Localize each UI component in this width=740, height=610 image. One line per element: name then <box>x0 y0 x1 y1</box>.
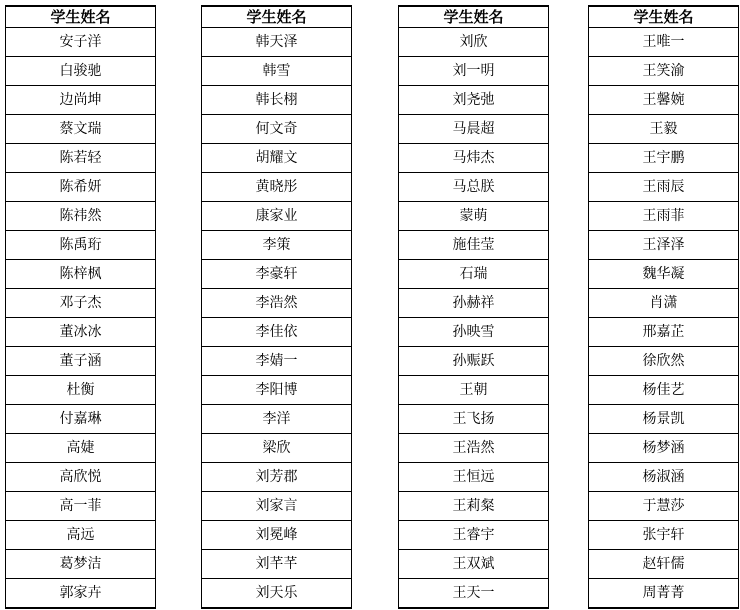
student-name-cell[interactable]: 高一菲 <box>6 492 156 521</box>
table-row <box>589 231 739 260</box>
student-name-cell[interactable]: 于慧莎 <box>589 492 739 521</box>
header-row <box>399 6 549 28</box>
student-name-cell[interactable]: 刘芊芊 <box>202 550 352 579</box>
table-row <box>399 376 549 405</box>
table-row <box>202 144 352 173</box>
student-name-cell[interactable]: 李浩然 <box>202 289 352 318</box>
student-name-cell[interactable]: 杨佳艺 <box>589 376 739 405</box>
student-name-cell[interactable]: 王朝 <box>399 376 549 405</box>
student-name-cell[interactable]: 王双斌 <box>399 550 549 579</box>
student-name-cell[interactable]: 郭家卉 <box>6 579 156 609</box>
student-name-cell[interactable]: 王莉粲 <box>399 492 549 521</box>
table-row <box>6 550 156 579</box>
table-row <box>6 86 156 115</box>
table-row <box>6 492 156 521</box>
student-name-cell[interactable]: 李阳博 <box>202 376 352 405</box>
student-name-cell[interactable]: 边尚坤 <box>6 86 156 115</box>
student-name-cell[interactable]: 李洋 <box>202 405 352 434</box>
table-row <box>399 434 549 463</box>
column-header[interactable]: 学生姓名 <box>589 6 739 28</box>
student-name-cell[interactable]: 王笑渝 <box>589 57 739 86</box>
student-name-cell[interactable]: 赵轩儒 <box>589 550 739 579</box>
table-row <box>589 57 739 86</box>
student-name-cell[interactable]: 马总朕 <box>399 173 549 202</box>
student-name-cell[interactable]: 韩雪 <box>202 57 352 86</box>
student-name-cell[interactable]: 高远 <box>6 521 156 550</box>
table-row <box>399 318 549 347</box>
table-row <box>6 57 156 86</box>
student-name-cell[interactable]: 王唯一 <box>589 28 739 57</box>
student-name-cell[interactable]: 葛梦洁 <box>6 550 156 579</box>
table-row <box>202 521 352 550</box>
student-name-cell[interactable]: 周菁菁 <box>589 579 739 609</box>
student-name-cell[interactable]: 刘一明 <box>399 57 549 86</box>
student-name-cell[interactable]: 王飞扬 <box>399 405 549 434</box>
student-name-cell[interactable]: 韩天泽 <box>202 28 352 57</box>
table-row <box>202 376 352 405</box>
student-name-cell[interactable]: 刘家言 <box>202 492 352 521</box>
table-row <box>202 289 352 318</box>
student-name-cell[interactable]: 魏华凝 <box>589 260 739 289</box>
table-row <box>202 579 352 609</box>
student-name-cell[interactable]: 王天一 <box>399 579 549 609</box>
column-header[interactable]: 学生姓名 <box>399 6 549 28</box>
table-row <box>202 115 352 144</box>
table-row <box>399 492 549 521</box>
table-row <box>202 260 352 289</box>
column-header[interactable]: 学生姓名 <box>6 6 156 28</box>
student-name-cell[interactable]: 张宇轩 <box>589 521 739 550</box>
table-row <box>399 463 549 492</box>
table-row <box>589 28 739 57</box>
student-name-cell[interactable]: 杨景凯 <box>589 405 739 434</box>
table-row <box>399 347 549 376</box>
table-row <box>399 405 549 434</box>
table-row <box>589 289 739 318</box>
table-row <box>6 231 156 260</box>
table-row <box>399 86 549 115</box>
student-name-cell[interactable]: 陈祎然 <box>6 202 156 231</box>
table-row <box>6 260 156 289</box>
student-name-cell[interactable]: 安子洋 <box>6 28 156 57</box>
student-name-cell[interactable]: 邓子杰 <box>6 289 156 318</box>
table-row <box>589 86 739 115</box>
table-row <box>202 86 352 115</box>
table-row <box>202 57 352 86</box>
table-row <box>589 492 739 521</box>
table-row <box>589 376 739 405</box>
table-row <box>202 231 352 260</box>
table-row <box>202 202 352 231</box>
student-name-table-4 <box>588 5 739 609</box>
student-name-cell[interactable]: 马炜杰 <box>399 144 549 173</box>
table-row <box>6 405 156 434</box>
student-name-cell[interactable]: 王雨菲 <box>589 202 739 231</box>
header-row <box>589 6 739 28</box>
table-row <box>589 347 739 376</box>
student-name-cell[interactable]: 梁欣 <box>202 434 352 463</box>
table-row <box>399 521 549 550</box>
table-row <box>589 463 739 492</box>
table-row <box>399 289 549 318</box>
student-name-cell[interactable]: 王馨婉 <box>589 86 739 115</box>
table-row <box>202 405 352 434</box>
table-row <box>399 144 549 173</box>
table-row <box>6 463 156 492</box>
table-row <box>589 550 739 579</box>
table-row <box>589 434 739 463</box>
student-name-cell[interactable]: 韩长栩 <box>202 86 352 115</box>
table-row <box>399 28 549 57</box>
table-row <box>6 579 156 609</box>
student-name-cell[interactable]: 陈梓枫 <box>6 260 156 289</box>
student-name-cell[interactable]: 王浩然 <box>399 434 549 463</box>
student-name-cell[interactable]: 蒙萌 <box>399 202 549 231</box>
table-row <box>589 579 739 609</box>
student-name-cell[interactable]: 李豪轩 <box>202 260 352 289</box>
table-row <box>589 521 739 550</box>
student-name-cell[interactable]: 刘欣 <box>399 28 549 57</box>
table-row <box>6 376 156 405</box>
table-row <box>399 260 549 289</box>
student-name-cell[interactable]: 李佳依 <box>202 318 352 347</box>
student-name-cell[interactable]: 孙映雪 <box>399 318 549 347</box>
student-name-cell[interactable]: 王泽泽 <box>589 231 739 260</box>
table-row <box>202 347 352 376</box>
student-name-cell[interactable]: 董冰冰 <box>6 318 156 347</box>
student-name-cell[interactable]: 王雨辰 <box>589 173 739 202</box>
table-row <box>399 550 549 579</box>
table-row <box>6 115 156 144</box>
student-name-cell[interactable]: 付嘉琳 <box>6 405 156 434</box>
student-name-cell[interactable]: 马晨超 <box>399 115 549 144</box>
student-name-cell[interactable]: 王睿宇 <box>399 521 549 550</box>
table-row <box>6 434 156 463</box>
table-row <box>202 434 352 463</box>
student-name-cell[interactable]: 李婧一 <box>202 347 352 376</box>
header-row <box>6 6 156 28</box>
table-row <box>589 318 739 347</box>
student-name-cell[interactable]: 孙赈跃 <box>399 347 549 376</box>
student-name-cell[interactable]: 邢嘉芷 <box>589 318 739 347</box>
table-row <box>589 260 739 289</box>
table-row <box>6 202 156 231</box>
table-row <box>6 521 156 550</box>
student-name-cell[interactable]: 陈禹珩 <box>6 231 156 260</box>
student-name-cell[interactable]: 刘天乐 <box>202 579 352 609</box>
student-name-table-1 <box>5 5 156 609</box>
student-name-cell[interactable]: 王宇鹏 <box>589 144 739 173</box>
student-name-cell[interactable]: 王毅 <box>589 115 739 144</box>
student-name-cell[interactable]: 康家业 <box>202 202 352 231</box>
table-row <box>202 463 352 492</box>
header-row <box>202 6 352 28</box>
table-row <box>202 492 352 521</box>
table-row <box>6 289 156 318</box>
table-row <box>6 144 156 173</box>
student-name-cell[interactable]: 陈若轻 <box>6 144 156 173</box>
student-name-cell[interactable]: 杜衡 <box>6 376 156 405</box>
student-name-cell[interactable]: 黄晓彤 <box>202 173 352 202</box>
table-row <box>6 347 156 376</box>
student-name-cell[interactable]: 白骏驰 <box>6 57 156 86</box>
table-row <box>589 115 739 144</box>
student-name-cell[interactable]: 李策 <box>202 231 352 260</box>
table-row <box>399 579 549 609</box>
student-name-cell[interactable]: 刘尧弛 <box>399 86 549 115</box>
table-row <box>202 318 352 347</box>
student-name-cell[interactable]: 刘芳郡 <box>202 463 352 492</box>
student-name-cell[interactable]: 高欣悦 <box>6 463 156 492</box>
cell-border-fragment <box>738 256 739 288</box>
student-name-table-3 <box>398 5 549 609</box>
student-name-cell[interactable]: 胡耀文 <box>202 144 352 173</box>
student-name-cell[interactable]: 陈希妍 <box>6 173 156 202</box>
student-name-cell[interactable]: 杨淑涵 <box>589 463 739 492</box>
student-name-cell[interactable]: 石瑞 <box>399 260 549 289</box>
table-row <box>6 173 156 202</box>
table-row <box>589 405 739 434</box>
table-row <box>589 144 739 173</box>
table-row <box>202 28 352 57</box>
table-row <box>6 28 156 57</box>
table-row <box>589 202 739 231</box>
student-name-cell[interactable]: 高婕 <box>6 434 156 463</box>
column-header[interactable]: 学生姓名 <box>202 6 352 28</box>
student-name-cell[interactable]: 肖潇 <box>589 289 739 318</box>
table-row <box>202 173 352 202</box>
student-name-cell[interactable]: 何文奇 <box>202 115 352 144</box>
student-name-cell[interactable]: 董子涵 <box>6 347 156 376</box>
student-name-cell[interactable]: 杨梦涵 <box>589 434 739 463</box>
table-row <box>399 202 549 231</box>
student-name-cell[interactable]: 孙赫祥 <box>399 289 549 318</box>
student-name-cell[interactable]: 王恒远 <box>399 463 549 492</box>
table-row <box>202 550 352 579</box>
table-row <box>399 57 549 86</box>
table-row <box>399 173 549 202</box>
table-row <box>399 231 549 260</box>
table-row <box>589 173 739 202</box>
student-name-cell[interactable]: 刘冕峰 <box>202 521 352 550</box>
student-name-cell[interactable]: 徐欣然 <box>589 347 739 376</box>
table-row <box>399 115 549 144</box>
student-name-cell[interactable]: 蔡文瑞 <box>6 115 156 144</box>
student-name-table-2 <box>201 5 352 609</box>
student-name-cell[interactable]: 施佳莹 <box>399 231 549 260</box>
table-row <box>6 318 156 347</box>
